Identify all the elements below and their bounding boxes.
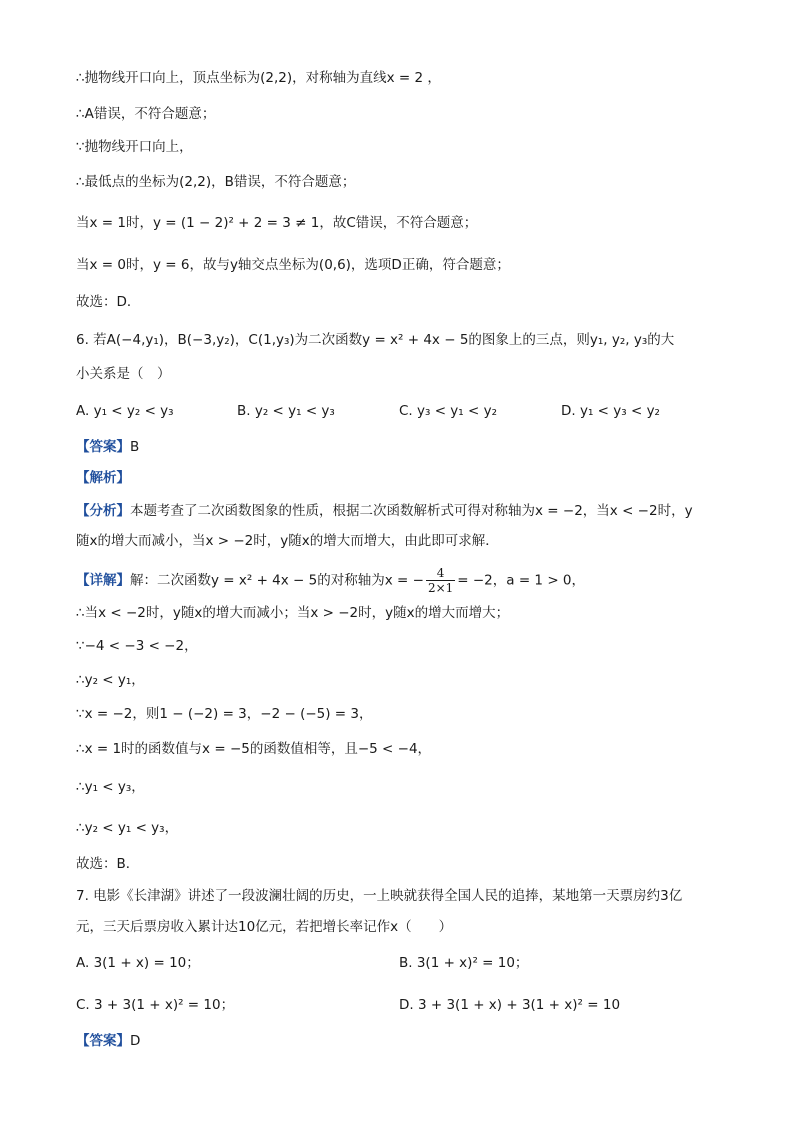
- q7-option-d: D. 3 + 3(1 + x) + 3(1 + x)² = 10: [399, 997, 621, 1013]
- q6-option-c: C. y₃ < y₁ < y₂: [399, 403, 498, 419]
- q6-option-b: B. y₂ < y₁ < y₃: [237, 403, 335, 419]
- question-7-stem: 7. 电影《长津湖》讲述了一段波澜壮阔的历史，一上映就获得全国人民的追捧，某地第一天票房约3亿: [76, 888, 683, 904]
- detail-line-2: ∴当x < −2时，y随x的增大而减小；当x > −2时，y随x的增大而增大；: [76, 605, 510, 621]
- detail-line-3: ∵−4 < −3 < −2，: [76, 638, 198, 654]
- q7-option-b: B. 3(1 + x)² = 10；: [399, 955, 529, 971]
- answer-tag: 【答案】: [76, 1033, 130, 1049]
- q6-option-d: D. y₁ < y₃ < y₂: [561, 403, 660, 419]
- q6-xiangjie-line1: [76, 566, 585, 595]
- fraction-denominator: 2×1: [427, 581, 454, 595]
- solution-line-vertex: ∴抛物线开口向上，顶点坐标为(2,2)，对称轴为直线x = 2 ，: [76, 70, 441, 86]
- xiangjie-text-a: 解：二次函数y = x² + 4x − 5的对称轴为x = −: [130, 572, 424, 589]
- detail-line-5: ∵x = −2，则1 − (−2) = 3，−2 − (−5) = 3，: [76, 706, 373, 722]
- xiangjie-tag: 【详解】: [76, 572, 130, 589]
- q6-answer: [76, 437, 139, 457]
- answer-value: B: [130, 439, 140, 455]
- q6-fenxi-line2: 随x的增大而减小，当x > −2时，y随x的增大而增大，由此即可求解．: [76, 533, 499, 549]
- answer-value: D: [130, 1033, 141, 1049]
- fraction: [426, 566, 455, 595]
- q7-option-c: C. 3 + 3(1 + x)² = 10；: [76, 997, 235, 1013]
- analysis-tag: 【解析】: [76, 470, 130, 486]
- question-7-stem-cont: 元，三天后票房收入累计达10亿元，若把增长率记作x（ ）: [76, 919, 453, 935]
- detail-line-7: ∴y₁ < y₃，: [76, 779, 145, 795]
- fenxi-tag: 【分析】: [76, 503, 130, 519]
- solution-line-c-wrong: 当x = 1时，y = (1 − 2)² + 2 = 3 ≠ 1，故C错误，不符合题意；: [76, 215, 478, 231]
- detail-line-8: ∴y₂ < y₁ < y₃，: [76, 820, 179, 836]
- answer-tag: 【答案】: [76, 439, 130, 455]
- fraction-numerator: 4: [426, 566, 455, 581]
- detail-line-6: ∴x = 1时的函数值与x = −5的函数值相等，且−5 < −4，: [76, 741, 432, 757]
- q7-answer: [76, 1031, 140, 1051]
- question-6-stem: 6. 若A(−4,y₁)，B(−3,y₂)，C(1,y₃)为二次函数y = x² + 4x − 5的图象上的三点，则y₁, y₂, y₃的大: [76, 332, 675, 348]
- answer-choice-d: 故选：D．: [76, 294, 141, 310]
- solution-line-b-wrong: ∴最低点的坐标为(2,2)，B错误，不符合题意；: [76, 174, 356, 190]
- detail-line-4: ∴y₂ < y₁，: [76, 672, 145, 688]
- q6-analysis-tag: [76, 468, 130, 488]
- q7-option-a: A. 3(1 + x) = 10；: [76, 955, 200, 971]
- solution-line-opens-up: ∵抛物线开口向上，: [76, 139, 193, 155]
- solution-line-a-wrong: ∴A错误，不符合题意；: [76, 106, 216, 122]
- question-6-stem-cont: 小关系是（ ）: [76, 366, 171, 382]
- detail-line-9: 故选：B．: [76, 856, 140, 872]
- fenxi-text-1: 本题考查了二次函数图象的性质，根据二次函数解析式可得对称轴为x = −2，当x < −2时，y: [130, 503, 693, 519]
- solution-line-d-correct: 当x = 0时，y = 6，故与y轴交点坐标为(0,6)，选项D正确，符合题意；: [76, 257, 510, 273]
- q6-option-a: A. y₁ < y₂ < y₃: [76, 403, 174, 419]
- xiangjie-text-b: = −2，a = 1 > 0，: [457, 572, 586, 589]
- q6-fenxi-line1: [76, 501, 693, 521]
